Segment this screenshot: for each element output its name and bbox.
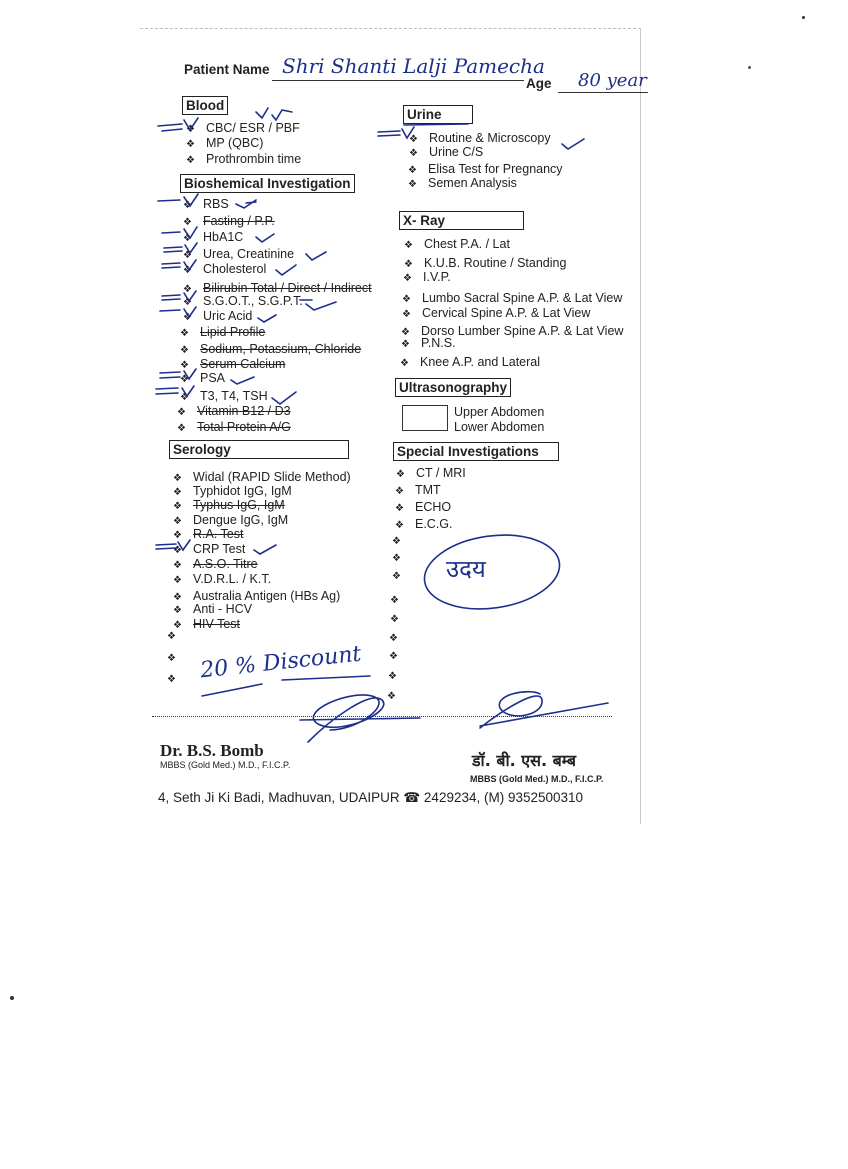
bullet-icon: ❖ [408, 165, 417, 176]
bullet-icon: ❖ [404, 259, 413, 270]
bullet-icon: ❖ [177, 423, 186, 434]
tick-mark [236, 200, 256, 208]
bullet-icon: ❖ [173, 605, 182, 616]
list-item: ❖ Lumbo Sacral Spine A.P. & Lat View [402, 291, 623, 305]
tick-mark [160, 369, 196, 379]
list-item: ❖ P.N.S. [401, 336, 456, 350]
bullet-icon: ❖ [177, 407, 186, 418]
bullet-icon: ❖ [173, 560, 182, 571]
list-item: ❖ Vitamin B12 / D3 [177, 404, 291, 418]
bullet-icon: ❖ [173, 530, 182, 541]
tick-mark [158, 118, 198, 131]
bullet-icon: ❖ [403, 273, 412, 284]
list-item: ❖ Elisa Test for Pregnancy [408, 162, 563, 176]
bullet-icon: ❖ [395, 520, 404, 531]
list-item: ❖ Total Protein A/G [177, 420, 291, 434]
tick-mark [158, 194, 198, 206]
stamp-note: उदय [446, 555, 486, 583]
bullet-icon: ❖ [395, 503, 404, 514]
bullet-icon: ❖ [173, 516, 182, 527]
bullet-icon: ❖ [388, 671, 397, 682]
tick-mark [231, 377, 254, 384]
biochem-header: Bioshemical Investigation [180, 174, 355, 193]
blood-header: Blood [182, 96, 228, 115]
doctor-name-hi: डॉ. बी. एस. बम्ब [472, 751, 577, 770]
bullet-icon: ❖ [167, 631, 176, 642]
bullet-icon: ❖ [402, 309, 411, 320]
list-item: ❖ Serum Calcium [180, 357, 286, 371]
bullet-icon: ❖ [404, 240, 413, 251]
bullet-icon: ❖ [408, 179, 417, 190]
list-item: ❖ Urine C/S [409, 145, 484, 159]
tick-mark [254, 545, 276, 554]
list-item: ❖ I.V.P. [403, 270, 451, 284]
list-item: ❖ Cervical Spine A.P. & Lat View [402, 306, 591, 320]
list-item: ❖ Prothrombin time [186, 152, 302, 166]
bullet-icon: ❖ [401, 339, 410, 350]
list-item: ❖ TMT [395, 483, 441, 497]
bullet-icon: ❖ [173, 620, 182, 631]
bullet-icon: ❖ [186, 139, 195, 150]
tick-mark [156, 386, 194, 396]
bullet-icon: ❖ [183, 284, 192, 295]
list-item: ❖ Routine & Microscopy [409, 131, 551, 145]
xray-header: X- Ray [399, 211, 524, 230]
bullet-icon: ❖ [180, 328, 189, 339]
list-item: ❖ Knee A.P. and Lateral [400, 355, 541, 369]
bullet-icon: ❖ [186, 124, 195, 135]
list-item: ❖ Widal (RAPID Slide Method) [173, 470, 351, 484]
scan-speck [10, 996, 14, 1000]
list-item: ❖ S.G.O.T., S.G.P.T. [183, 294, 303, 308]
signature-left [300, 695, 420, 742]
patient-name-value: Shri Shanti Lalji Pamecha [282, 54, 545, 78]
bullet-icon: ❖ [390, 595, 399, 606]
bullet-icon: ❖ [173, 592, 182, 603]
tick-mark [164, 243, 197, 253]
bullet-icon: ❖ [392, 571, 401, 582]
bullet-icon: ❖ [180, 392, 189, 403]
ink-underline [404, 124, 468, 125]
bullet-icon: ❖ [183, 265, 192, 276]
list-item: ❖ HbA1C [183, 230, 244, 244]
tick-mark [162, 291, 196, 301]
scan-speck [802, 16, 805, 19]
list-item: ❖ Typhidot IgG, IgM [173, 484, 292, 498]
bullet-icon: ❖ [173, 575, 182, 586]
list-item: ❖ Uric Acid [183, 309, 253, 323]
list-item: ❖ Dorso Lumber Spine A.P. & Lat View [401, 324, 624, 338]
bullet-icon: ❖ [390, 614, 399, 625]
list-item: ❖ Urea, Creatinine [183, 247, 295, 261]
scan-speck [748, 66, 751, 69]
list-item: ❖ MP (QBC) [186, 136, 264, 150]
bullet-icon: ❖ [396, 469, 405, 480]
tick-mark [256, 108, 292, 120]
ink-underline [202, 676, 370, 696]
bullet-icon: ❖ [389, 633, 398, 644]
usg-header: Ultrasonography [395, 378, 511, 397]
list-item: ❖ Dengue IgG, IgM [173, 513, 289, 527]
list-item: ❖ Typhus IgG, IgM [173, 498, 285, 512]
tick-mark [256, 234, 274, 242]
bullet-icon: ❖ [183, 312, 192, 323]
tick-mark [272, 392, 296, 404]
doctor-name-en: Dr. B.S. Bomb [160, 741, 264, 760]
tick-mark [162, 260, 196, 270]
clinic-address: 4, Seth Ji Ki Badi, Madhuvan, UDAIPUR ☎ 2429234, (M) 9352500310 [158, 790, 584, 805]
list-item: ❖ HIV Test [173, 617, 241, 631]
special-header: Special Investigations [393, 442, 559, 461]
bullet-icon: ❖ [400, 358, 409, 369]
list-item: ❖ Lipid Profile [180, 325, 266, 339]
list-item: ❖ Cholesterol [183, 262, 267, 276]
tick-mark [156, 540, 190, 550]
tick-mark [160, 307, 196, 317]
bullet-icon: ❖ [395, 486, 404, 497]
bullet-icon: ❖ [186, 155, 195, 166]
bullet-icon: ❖ [173, 473, 182, 484]
list-item: ❖ A.S.O. Titre [173, 557, 258, 571]
bullet-icon: ❖ [387, 691, 396, 702]
bullet-icon: ❖ [409, 148, 418, 159]
bullet-icon: ❖ [167, 674, 176, 685]
bullet-icon: ❖ [401, 327, 410, 338]
list-item: ❖ T3, T4, TSH [180, 389, 268, 403]
tick-mark [378, 127, 414, 138]
list-item: ❖ PSA [180, 371, 226, 385]
list-item: ❖ CBC/ ESR / PBF [186, 121, 300, 135]
bullet-icon: ❖ [183, 297, 192, 308]
bullet-icon: ❖ [389, 651, 398, 662]
list-item: ❖ CRP Test [173, 542, 246, 556]
doctor-degree-en: MBBS (Gold Med.) M.D., F.I.C.P. [160, 760, 291, 770]
tick-mark [300, 300, 336, 310]
bullet-icon: ❖ [402, 294, 411, 305]
list-item: Lower Abdomen [454, 420, 545, 434]
bullet-icon: ❖ [173, 545, 182, 556]
bullet-icon: ❖ [173, 501, 182, 512]
age-label: Age [526, 76, 552, 91]
list-item: ❖ Sodium, Potassium, Chloride [180, 342, 362, 356]
bullet-icon: ❖ [409, 134, 418, 145]
list-item: ❖ CT / MRI [396, 466, 466, 480]
tick-mark [562, 139, 584, 149]
patient-name-label: Patient Name [184, 62, 270, 77]
doctor-degree-hi: MBBS (Gold Med.) M.D., F.I.C.P. [470, 774, 604, 784]
list-item: ❖ R.A. Test [173, 527, 244, 541]
list-item: ❖ Anti - HCV [173, 602, 253, 616]
serology-header: Serology [169, 440, 349, 459]
bullet-icon: ❖ [183, 217, 192, 228]
bullet-icon: ❖ [180, 345, 189, 356]
tick-mark [162, 227, 197, 238]
list-item: ❖ Fasting / P.P. [183, 214, 275, 228]
list-item: ❖ V.D.R.L. / K.T. [173, 572, 272, 586]
list-item: ❖ E.C.G. [395, 517, 453, 531]
discount-note: 20 % Discount [199, 641, 363, 684]
bullet-icon: ❖ [180, 360, 189, 371]
bullet-icon: ❖ [167, 653, 176, 664]
list-item: Upper Abdomen [454, 405, 545, 419]
bullet-icon: ❖ [392, 536, 401, 547]
list-item: ❖ RBS [183, 197, 229, 211]
list-item: ❖ K.U.B. Routine / Standing [404, 256, 567, 270]
list-item: ❖ Bilirubin Total / Direct / Indirect [183, 281, 372, 295]
bullet-icon: ❖ [392, 553, 401, 564]
tick-mark [306, 252, 326, 260]
signature-right [480, 692, 608, 728]
bullet-icon: ❖ [183, 200, 192, 211]
bullet-icon: ❖ [183, 250, 192, 261]
list-item: ❖ Semen Analysis [408, 176, 517, 190]
list-item: ❖ Chest P.A. / Lat [404, 237, 510, 251]
age-value: 80 year [578, 70, 647, 91]
bullet-icon: ❖ [183, 233, 192, 244]
list-item: ❖ ECHO [395, 500, 452, 514]
list-item: ❖ Australia Antigen (HBs Ag) [173, 589, 341, 603]
signature-divider [152, 716, 612, 717]
bullet-icon: ❖ [173, 487, 182, 498]
urine-header: Urine [403, 105, 473, 124]
tick-mark [276, 265, 296, 275]
stamp-circle [420, 527, 565, 617]
tick-mark [258, 315, 276, 322]
bullet-icon: ❖ [180, 374, 189, 385]
